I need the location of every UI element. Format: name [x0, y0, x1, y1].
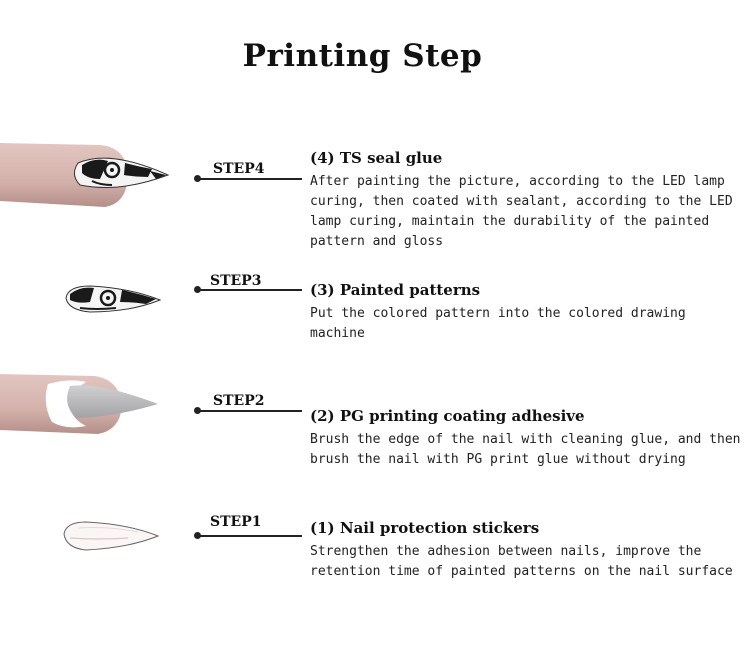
step1-label: STEP1	[210, 514, 262, 530]
finger-with-gray-nail-illustration	[0, 368, 165, 440]
step2-description: Brush the edge of the nail with cleaning glue, and then brush the nail with PG print glue without drying	[310, 432, 741, 467]
step4-connector-line	[198, 178, 302, 180]
clear-nail-tip-illustration	[58, 518, 163, 554]
step1-heading: (1) Nail protection stickers	[310, 519, 540, 537]
step1-connector-line	[198, 535, 302, 537]
step3-description: Put the colored pattern into the colored drawing machine	[310, 306, 686, 341]
step1-description: Strengthen the adhesion between nails, improve the retention time of painted patterns on the nail surface	[310, 544, 733, 579]
step2-heading: (2) PG printing coating adhesive	[310, 407, 585, 425]
step4-description: After painting the picture, according to the LED lamp curing, then coated with sealant, according to the LED lamp curing, maintain the durability of the painted pattern and gloss	[310, 174, 733, 249]
patterned-nail-tip-illustration	[60, 280, 165, 320]
step2-connector-line	[198, 410, 302, 412]
step4-heading: (4) TS seal glue	[310, 149, 443, 167]
step3-connector-line	[198, 289, 302, 291]
step3-heading: (3) Painted patterns	[310, 281, 481, 299]
page-title: Printing Step	[242, 38, 483, 74]
step2-label: STEP2	[213, 393, 265, 409]
finger-with-patterned-nail-illustration	[0, 135, 175, 220]
step4-label: STEP4	[213, 161, 265, 177]
step3-label: STEP3	[210, 273, 262, 289]
